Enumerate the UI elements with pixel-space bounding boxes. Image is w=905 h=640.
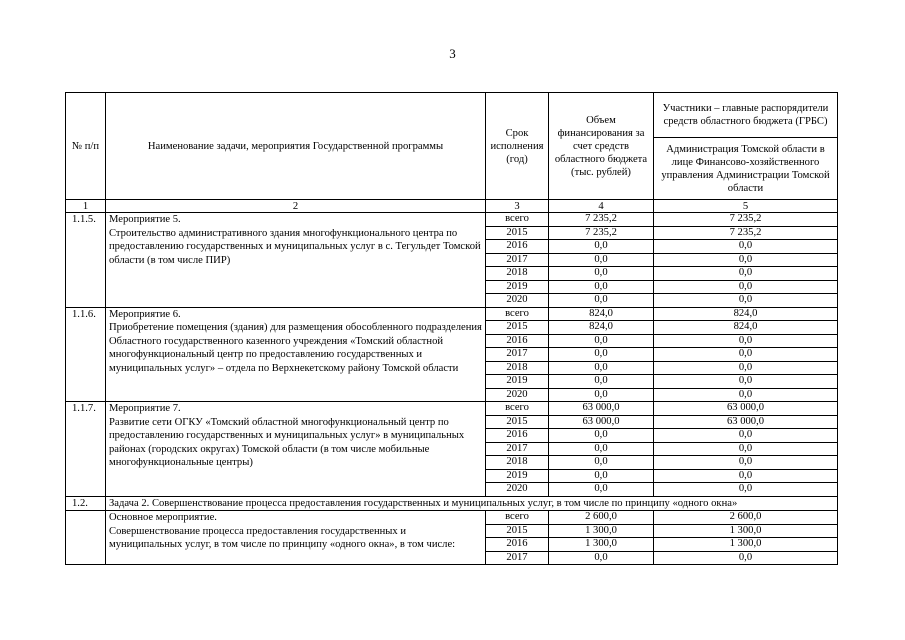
volume-cell: 0,0: [549, 361, 654, 375]
volume-cell: 0,0: [549, 442, 654, 456]
volume-cell: 0,0: [549, 334, 654, 348]
volume-cell: 1 300,0: [549, 524, 654, 538]
activity-title: Основное мероприятие.: [109, 512, 217, 523]
grbs-cell: 0,0: [654, 294, 838, 308]
volume-cell: 0,0: [549, 388, 654, 402]
term-cell: 2017: [486, 253, 549, 267]
term-cell: 2017: [486, 551, 549, 565]
grbs-cell: 0,0: [654, 240, 838, 254]
grbs-cell: 824,0: [654, 307, 838, 321]
term-cell: 2015: [486, 226, 549, 240]
header-volume: Объем финансирования за счет средств областного бюджета (тыс. рублей): [549, 93, 654, 200]
volume-cell: 824,0: [549, 321, 654, 335]
term-cell: всего: [486, 307, 549, 321]
activity-cell: [106, 307, 486, 402]
grbs-cell: 0,0: [654, 388, 838, 402]
volume-cell: 0,0: [549, 280, 654, 294]
term-cell: 2018: [486, 456, 549, 470]
volume-cell: 0,0: [549, 456, 654, 470]
task-row: [66, 496, 838, 511]
task-text: Задача 2. Совершенствование процесса предоставления государственных и муниципальных услуг, в том числе по принципу «одного окна»: [106, 496, 838, 511]
term-cell: 2020: [486, 294, 549, 308]
activity-number: [66, 511, 106, 565]
activity-description: Приобретение помещения (здания) для размещения обособленного подразделения Областного государственного казенного учреждения «Томский областной многофункциональный центр по предоставлению государственных и муниципальных услуг» – отдела по Верхнекетскому району Томской области: [109, 322, 482, 374]
header-term: Срок исполнения (год): [486, 93, 549, 200]
table-row: [66, 402, 838, 416]
term-cell: 2016: [486, 334, 549, 348]
activity-title: Мероприятие 5.: [109, 214, 181, 225]
header-no: № п/п: [66, 93, 106, 200]
term-cell: 2017: [486, 442, 549, 456]
term-cell: 2016: [486, 429, 549, 443]
grbs-cell: 1 300,0: [654, 524, 838, 538]
volume-cell: 7 235,2: [549, 226, 654, 240]
grbs-cell: 63 000,0: [654, 415, 838, 429]
term-cell: 2016: [486, 538, 549, 552]
volume-cell: 0,0: [549, 551, 654, 565]
term-cell: всего: [486, 213, 549, 227]
grbs-cell: 2 600,0: [654, 511, 838, 525]
grbs-cell: 0,0: [654, 348, 838, 362]
term-cell: 2020: [486, 388, 549, 402]
volume-cell: 2 600,0: [549, 511, 654, 525]
activity-cell: [106, 402, 486, 497]
column-number: 5: [654, 200, 838, 213]
volume-cell: 0,0: [549, 294, 654, 308]
activity-number: 1.1.6.: [66, 307, 106, 402]
volume-cell: 0,0: [549, 267, 654, 281]
task-number: 1.2.: [66, 496, 106, 511]
term-cell: 2017: [486, 348, 549, 362]
volume-cell: 0,0: [549, 483, 654, 497]
grbs-cell: 0,0: [654, 267, 838, 281]
volume-cell: 0,0: [549, 469, 654, 483]
header-name: Наименование задачи, мероприятия Государственной программы: [106, 93, 486, 200]
column-number: 4: [549, 200, 654, 213]
table-body: [66, 213, 838, 565]
volume-cell: 824,0: [549, 307, 654, 321]
grbs-cell: 0,0: [654, 483, 838, 497]
term-cell: 2020: [486, 483, 549, 497]
activity-title: Мероприятие 7.: [109, 403, 181, 414]
grbs-cell: 0,0: [654, 253, 838, 267]
grbs-cell: 0,0: [654, 334, 838, 348]
volume-cell: 0,0: [549, 240, 654, 254]
grbs-cell: 0,0: [654, 429, 838, 443]
grbs-cell: 0,0: [654, 551, 838, 565]
table-row: [66, 213, 838, 227]
volume-cell: 63 000,0: [549, 402, 654, 416]
volume-cell: 0,0: [549, 348, 654, 362]
volume-cell: 63 000,0: [549, 415, 654, 429]
grbs-cell: 1 300,0: [654, 538, 838, 552]
volume-cell: 0,0: [549, 429, 654, 443]
term-cell: всего: [486, 511, 549, 525]
header-participant-name: Администрация Томской области в лице Финансово-хозяйственного управления Администрации Томской области: [654, 138, 838, 200]
grbs-cell: 0,0: [654, 361, 838, 375]
term-cell: 2015: [486, 524, 549, 538]
term-cell: 2018: [486, 267, 549, 281]
column-number: 2: [106, 200, 486, 213]
activity-cell: [106, 511, 486, 565]
table-row: [66, 307, 838, 321]
term-cell: всего: [486, 402, 549, 416]
grbs-cell: 0,0: [654, 375, 838, 389]
grbs-cell: 0,0: [654, 280, 838, 294]
term-cell: 2015: [486, 415, 549, 429]
activity-number: 1.1.5.: [66, 213, 106, 308]
term-cell: 2018: [486, 361, 549, 375]
activity-cell: [106, 213, 486, 308]
volume-cell: 0,0: [549, 253, 654, 267]
column-number: 3: [486, 200, 549, 213]
activity-description: Развитие сети ОГКУ «Томский областной многофункциональный центр по предоставлению государственных и муниципальных услуг» в муниципальных районах (городских округах) Томской области (в том числе мобильные многофункциональные центры): [109, 416, 465, 468]
grbs-cell: 63 000,0: [654, 402, 838, 416]
grbs-cell: 7 235,2: [654, 213, 838, 227]
page-number: 3: [449, 46, 456, 61]
grbs-cell: 824,0: [654, 321, 838, 335]
term-cell: 2019: [486, 280, 549, 294]
program-table: [65, 92, 838, 565]
table-row: [66, 511, 838, 525]
grbs-cell: 0,0: [654, 469, 838, 483]
grbs-cell: 7 235,2: [654, 226, 838, 240]
activity-number: 1.1.7.: [66, 402, 106, 497]
activity-description: Строительство административного здания многофункционального центра по предоставлению государственных и муниципальных услуг в с. Тегульдет Томской области (в том числе ПИР): [109, 227, 481, 266]
volume-cell: 0,0: [549, 375, 654, 389]
activity-description: Совершенствование процесса предоставления государственных и муниципальных услуг, в том числе по принципу «одного окна», в том числе:: [109, 525, 456, 550]
term-cell: 2016: [486, 240, 549, 254]
term-cell: 2015: [486, 321, 549, 335]
grbs-cell: 0,0: [654, 442, 838, 456]
column-number: 1: [66, 200, 106, 213]
volume-cell: 7 235,2: [549, 213, 654, 227]
term-cell: 2019: [486, 375, 549, 389]
header-participants: Участники – главные распорядители средств областного бюджета (ГРБС): [654, 93, 838, 138]
activity-title: Мероприятие 6.: [109, 308, 181, 320]
term-cell: 2019: [486, 469, 549, 483]
volume-cell: 1 300,0: [549, 538, 654, 552]
grbs-cell: 0,0: [654, 456, 838, 470]
